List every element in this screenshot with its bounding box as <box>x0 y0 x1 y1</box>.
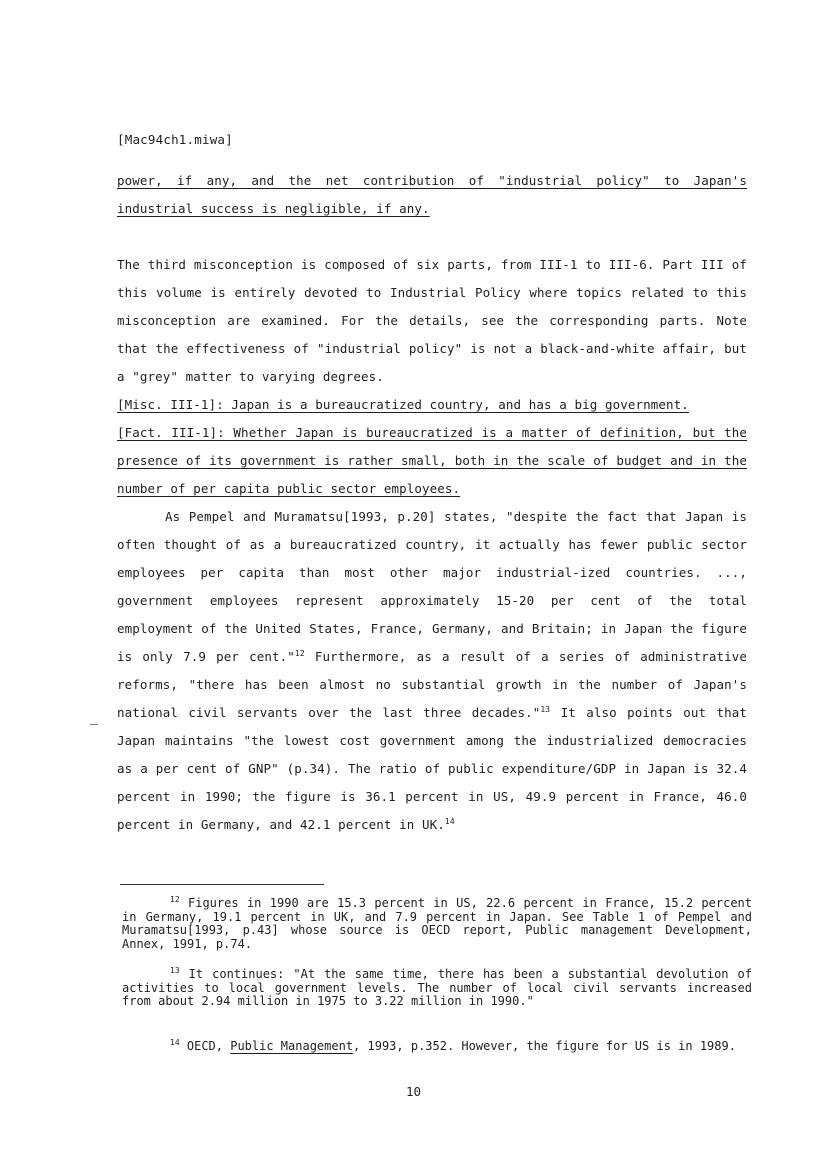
margin-mark <box>90 724 98 725</box>
page-number: 10 <box>405 1084 422 1099</box>
continued-paragraph <box>117 167 747 223</box>
footnote-14 <box>122 1040 752 1054</box>
footnote-12 <box>122 897 752 951</box>
footnote-ref-12[interactable]: 12 <box>294 648 305 658</box>
fact-statement: [Fact. III-1]: Whether Japan is bureaucratized is a matter of definition, but the presence of its government is rather small, both in the scale of budget and in the number of per capita public sector employees. <box>117 425 747 496</box>
footnote-text: Figures in 1990 are 15.3 percent in US, 22.6 percent in France, 15.2 percent in Germany, 19.1 percent in UK, and 7.9 percent in Japan. See Table 1 of Pempel and Muramatsu[1993, p.43] whose source is OECD report, Public management Development, Annex, 1991, p.74. <box>122 896 752 951</box>
misconception-section <box>117 251 747 503</box>
underlined-text: power, if any, and the net contribution of "industrial policy" to Japan's industrial success is negligible, if any. <box>117 173 747 216</box>
footnote-text: It continues: "At the same time, there has been a substantial devolution of activities to local government levels. The number of local civil servants increased from about 2.94 million in 1975 to 3.22 million in 1990." <box>122 967 752 1008</box>
footnote-13 <box>122 968 752 1009</box>
footnote-mark: 12 <box>170 895 180 904</box>
paragraph-text: As Pempel and Muramatsu[1993, p.20] states, "despite the fact that Japan is often thought of as a bureaucratized country, it actually has fewer public sector employees per capita than most other major industrial-ized countries. ..., government employees represent approximately 15-20 per cent of the total employment of the United States, France, Germany, and Britain; in Japan the figure is only 7.9 per cent." <box>117 509 747 664</box>
publication-title: Public Management <box>230 1039 354 1053</box>
footnote-ref-14[interactable]: 14 <box>444 816 455 826</box>
paragraph-pempel-muramatsu <box>117 503 747 839</box>
paragraph-text: Furthermore, as a result of a series of administrative reforms, "there has been almost no substantial growth in the number of Japan's national civil servants over the last three decades." <box>117 649 747 720</box>
footnote-ref-13[interactable]: 13 <box>540 704 551 714</box>
misconception-statement: [Misc. III-1]: Japan is a bureaucratized country, and has a big government. <box>117 397 689 412</box>
document-id: [Mac94ch1.miwa] <box>117 132 233 147</box>
footnote-text: OECD, <box>179 1039 231 1053</box>
paragraph-third-misconception: The third misconception is composed of six parts, from III-1 to III-6. Part III of this volume is entirely devoted to Industrial Policy where topics related to this misconception are examined. For the details, see the corresponding parts. Note that the effectiveness of "industrial policy" is not a black-and-white affair, but a "grey" matter to varying degrees. <box>117 257 747 384</box>
footnote-divider <box>120 884 324 885</box>
footnote-text: , 1993, p.352. However, the figure for US is in 1989. <box>353 1039 736 1053</box>
footnote-mark: 14 <box>170 1038 180 1047</box>
paragraph-text: It also points out that Japan maintains "the lowest cost government among the industrialized democracies as a per cent of GNP" (p.34). The ratio of public expenditure/GDP in Japan is 32.4 percent in 1990; the figure is 36.1 percent in US, 49.9 percent in France, 46.0 percent in Germany, and 42.1 percent in UK. <box>117 705 747 832</box>
footnote-mark: 13 <box>170 966 180 975</box>
